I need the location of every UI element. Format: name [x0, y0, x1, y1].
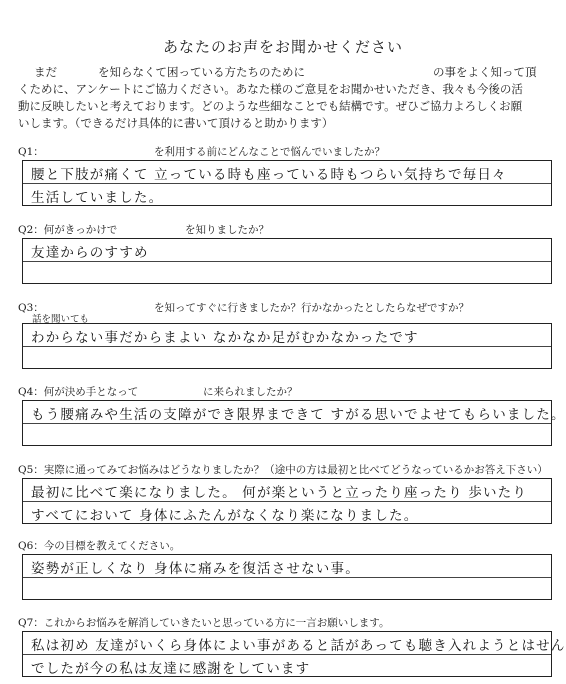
intro-line-1-end: の事をよく知って頂 — [433, 65, 537, 79]
answer-divider — [23, 577, 551, 578]
answer-4-line-1: もう腰痛みや生活の支障ができ限界まできて すがる思いでよせてもらいました。 — [31, 407, 566, 423]
intro-line-3: 動に反映したいと考えております。どのような些細なことでも結構です。ぜひご協力よろしくお願 — [18, 99, 523, 113]
answer-5-line-1: 最初に比べて楽になりました。 何が楽というと立ったり座ったり 歩いたり — [31, 485, 528, 501]
answer-3-note: 話を聞いても — [32, 314, 90, 325]
answer-divider — [23, 183, 551, 184]
intro-line-2: くために、アンケートにご協力ください。あなた様のご意見をお聞かせいただき、我々も今後の活 — [18, 82, 523, 96]
question-4-number: Q4：何が決め手となって — [18, 386, 139, 398]
question-4-text: に来られましたか？ — [203, 386, 298, 398]
answer-7-line-1: 私は初め 友達がいくら身体によい事があると話があっても聴き入れようとはせん — [31, 638, 566, 654]
answer-7-line-2: でしたが今の私は友達に感謝をしています — [31, 661, 311, 677]
answer-box-4 — [22, 400, 566, 446]
question-2-text: を知りましたか？ — [185, 224, 269, 236]
intro-line-1-middle: を知らなくて困っている方たちのために — [98, 65, 305, 79]
answer-divider — [23, 654, 551, 655]
intro-line-1-start: まだ — [34, 65, 57, 79]
question-3-text: を知ってすぐに行きましたか？行かなかったとしたらなぜですか？ — [154, 302, 469, 314]
answer-2-line-1: 友達からのすすめ — [31, 245, 149, 261]
question-5-text: Q5：実際に通ってみてお悩みはどうなりましたか？（途中の方は最初と比べてどうなっているかお答え下さい） — [18, 464, 548, 476]
question-2-number: Q2：何がきっかけで — [18, 224, 118, 236]
answer-box-5 — [22, 478, 552, 524]
answer-5-line-2: すべてにおいて 身体にふたんがなくなり楽になりました。 — [31, 508, 419, 524]
answer-box-6 — [22, 554, 552, 600]
answer-divider — [23, 346, 551, 347]
answer-divider — [23, 501, 551, 502]
answer-box-1 — [22, 160, 552, 206]
answer-3-line-1: わからない事だからまよい なかなか足がむかなかったです — [31, 330, 419, 346]
answer-divider — [23, 423, 551, 424]
page-title: あなたのお声をお聞かせください — [162, 38, 403, 56]
answer-box-7 — [22, 631, 566, 677]
question-6-text: Q6：今の目標を教えてください。 — [18, 540, 181, 552]
answer-box-2 — [22, 238, 552, 284]
answer-1-line-2: 生活していました。 — [31, 190, 164, 206]
answer-divider — [23, 261, 551, 262]
answer-1-line-1: 腰と下肢が痛くて 立っている時も座っている時もつらい気持ちで毎日々 — [31, 167, 507, 183]
question-7-text: Q7：これからお悩みを解消していきたいと思っている方に一言お願いします。 — [18, 617, 390, 629]
question-3-number: Q3： — [18, 302, 44, 314]
intro-line-4: いします。（できるだけ具体的に書いて頂けると助かります） — [18, 116, 334, 130]
question-1-text: を利用する前にどんなことで悩んでいましたか？ — [154, 146, 385, 158]
question-1-number: Q1： — [18, 146, 44, 158]
answer-box-3 — [22, 323, 552, 369]
answer-6-line-1: 姿勢が正しくなり 身体に痛みを復活させない事。 — [31, 561, 360, 577]
